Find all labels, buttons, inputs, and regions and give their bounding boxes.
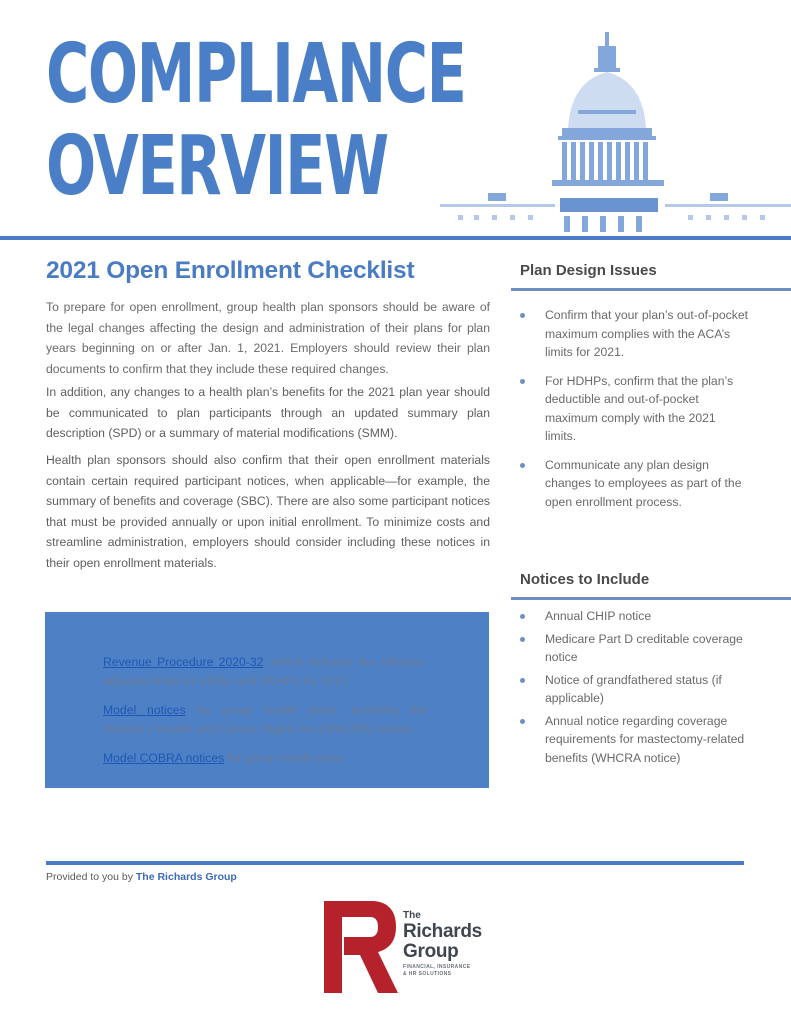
bullet-icon (520, 313, 525, 318)
resource-description: for group health plans (224, 751, 346, 765)
list-item-text: Annual CHIP notice (545, 609, 652, 623)
bullet-icon (520, 719, 525, 724)
capitol-building-icon (440, 10, 791, 238)
bullet-icon (520, 379, 525, 384)
resources-box (45, 612, 489, 788)
title-overview: OVERVIEW (46, 119, 388, 214)
revenue-procedure-link[interactable]: Revenue Procedure 2020-32 (103, 655, 264, 669)
logo-the: The (403, 910, 421, 921)
header-divider (0, 236, 791, 240)
notices-list (520, 607, 750, 771)
plan-design-list (520, 306, 750, 521)
resource-list (103, 653, 427, 779)
model-notices-link[interactable]: Model notices (103, 703, 186, 717)
logo-wordmark (403, 911, 482, 977)
r-logo-mark-icon (322, 897, 400, 995)
model-cobra-notices-link[interactable]: Model COBRA notices (103, 751, 225, 765)
notices-divider (511, 597, 791, 600)
bullet-icon (520, 614, 525, 619)
list-item (520, 456, 750, 512)
list-item (520, 607, 750, 626)
intro-paragraph: To prepare for open enrollment, group health plan sponsors should be aware of the legal changes affecting the design and administration of their plans for plan years beginning on or after Jan. 1, 2021. Employers should review their plan documents to confirm that they include these required changes. (46, 300, 490, 376)
list-item-text: For HDHPs, confirm that the plan’s deductible and out-of-pocket maximum comply with the 2021 limits. (545, 373, 734, 443)
plan-design-heading: Plan Design Issues (520, 262, 657, 279)
list-item-text: Confirm that your plan’s out-of-pocket maximum complies with the ACA’s limits for 2021. (545, 308, 748, 359)
list-item-text: Medicare Part D creditable coverage notice (545, 631, 743, 664)
bullet-icon (520, 637, 525, 642)
bullet-icon (520, 678, 525, 683)
list-item-text: Annual notice regarding coverage requirements for mastectomy-related benefits (WHCRA notice) (545, 713, 745, 765)
plan-design-divider (511, 288, 791, 291)
logo-tagline-line2: & HR SOLUTIONS (403, 970, 452, 977)
logo-name-line2: Group (403, 941, 459, 962)
logo-tagline-line1: FINANCIAL, INSURANCE (403, 964, 471, 970)
list-item (520, 306, 750, 362)
resource-description: , which includes the inflation-adjusted limits for HSAs and HDHPs for 2021 (103, 655, 427, 688)
resource-item (103, 701, 427, 738)
logo-tagline (403, 964, 482, 977)
footer-divider (46, 861, 744, 865)
provided-by-label: Provided to you by (46, 871, 136, 883)
list-item (520, 372, 750, 446)
list-item-text: Communicate any plan design changes to employees as part of the open enrollment process. (545, 457, 742, 509)
header (0, 0, 791, 242)
logo-name-line1: Richards (403, 921, 482, 942)
provided-by (46, 871, 237, 883)
page-title: 2021 Open Enrollment Checklist (46, 257, 415, 284)
provided-by-brand: The Richards Group (135, 871, 237, 883)
notices-paragraph: Health plan sponsors should also confirm that their open enrollment materials contain certain required participant notices, when applicable—for example, the summary of benefits and coverage (SBC). There are also some participant notices that must be provided annually or upon initial enrollment. To minimize costs and streamline administration, employers should consider including these notices in their open enrollment materials. (46, 453, 490, 570)
resource-description: for group health plans, including the Women’s Health and Cancer Rights Act (WHCRA) Notice (103, 703, 427, 736)
list-item (520, 671, 750, 708)
resource-item (103, 749, 427, 768)
list-item (520, 712, 750, 768)
richards-group-logo (322, 897, 502, 997)
changes-paragraph: In addition, any changes to a health plan’s benefits for the 2021 plan year should be communicated to plan participants through an updated summary plan description (SPD) or a summary of material modifications (SMM). (46, 385, 490, 440)
title-compliance: COMPLIANCE (46, 27, 466, 122)
bullet-icon (520, 463, 525, 468)
notices-heading: Notices to Include (520, 571, 650, 588)
list-item (520, 630, 750, 667)
list-item-text: Notice of grandfathered status (if applicable) (545, 672, 722, 705)
resource-item (103, 653, 427, 690)
